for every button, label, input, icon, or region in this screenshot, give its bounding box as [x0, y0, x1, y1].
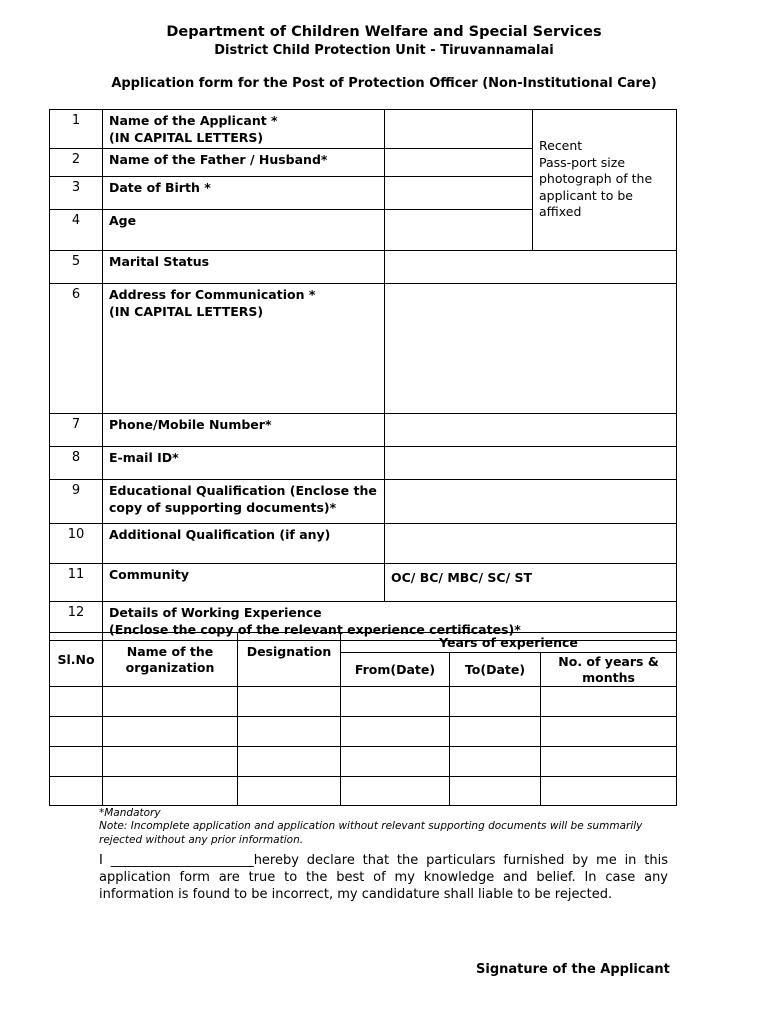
unit-title: District Child Protection Unit - Tiruvannamalai [214, 43, 554, 58]
cell-slno[interactable] [50, 777, 103, 806]
col-header-from-date: From(Date) [341, 653, 450, 687]
field-label-address: Address for Communication * (IN CAPITAL LETTERS) [103, 284, 385, 414]
photo-box [533, 110, 677, 251]
form-row-additional-qualification [50, 524, 677, 564]
row-number: 11 [50, 564, 103, 602]
cell-from-date[interactable] [341, 777, 450, 806]
row-number: 7 [50, 414, 103, 447]
cell-organization[interactable] [103, 717, 238, 747]
form-row-community [50, 564, 677, 602]
photo-box-line2: Pass-port size photograph of the applicant to be affixed [539, 154, 653, 219]
form-row-address [50, 284, 677, 414]
application-form-table [49, 109, 677, 641]
col-header-to-date: To(Date) [450, 653, 541, 687]
field-label-additional-qualification: Additional Qualification (if any) [103, 524, 385, 564]
cell-slno[interactable] [50, 747, 103, 777]
row-number: 4 [50, 210, 103, 251]
signature-label: Signature of the Applicant [476, 962, 670, 977]
community-options[interactable]: OC/ BC/ MBC/ SC/ ST [385, 564, 677, 602]
field-label-age: Age [103, 210, 385, 251]
input-education[interactable] [385, 480, 677, 524]
field-label-experience: Details of Working Experience (Enclose the copy of the relevant experience certificates)* [103, 602, 677, 641]
form-row-email [50, 447, 677, 480]
field-label-marital-status: Marital Status [103, 251, 385, 284]
field-label-dob: Date of Birth * [103, 177, 385, 210]
input-email[interactable] [385, 447, 677, 480]
field-label-phone: Phone/Mobile Number* [103, 414, 385, 447]
field-label-education: Educational Qualification (Enclose the copy of supporting documents)* [103, 480, 385, 524]
input-dob[interactable] [385, 177, 533, 210]
input-applicant-name[interactable] [385, 110, 533, 149]
field-label-applicant-name: Name of the Applicant * (IN CAPITAL LETTERS) [103, 110, 385, 149]
cell-slno[interactable] [50, 717, 103, 747]
cell-slno[interactable] [50, 687, 103, 717]
cell-duration[interactable] [541, 687, 677, 717]
mandatory-note: *Mandatory [99, 807, 161, 819]
row-number: 9 [50, 480, 103, 524]
input-phone[interactable] [385, 414, 677, 447]
row-number: 12 [50, 602, 103, 641]
input-additional-qualification[interactable] [385, 524, 677, 564]
cell-from-date[interactable] [341, 687, 450, 717]
form-row-marital [50, 251, 677, 284]
cell-from-date[interactable] [341, 717, 450, 747]
cell-designation[interactable] [238, 777, 341, 806]
table-row [50, 687, 677, 717]
cell-from-date[interactable] [341, 747, 450, 777]
field-label-community: Community [103, 564, 385, 602]
cell-organization[interactable] [103, 747, 238, 777]
cell-to-date[interactable] [450, 747, 541, 777]
cell-organization[interactable] [103, 687, 238, 717]
input-age[interactable] [385, 210, 533, 251]
input-father-name[interactable] [385, 149, 533, 177]
field-label-email: E-mail ID* [103, 447, 385, 480]
declaration-text: I ______________________hereby declare that the particulars furnished by me in this application form are true to the best of my knowledge and belief. In case any information is found to be incorrect, my candidature shall liable to be rejected. [99, 853, 668, 902]
cell-duration[interactable] [541, 717, 677, 747]
photo-box-line1: Recent [539, 138, 583, 153]
experience-table [49, 632, 677, 806]
form-row-education [50, 480, 677, 524]
cell-designation[interactable] [238, 747, 341, 777]
input-address[interactable] [385, 284, 677, 414]
department-title: Department of Children Welfare and Special Services [166, 24, 602, 40]
col-header-organization: Name of the organization [103, 633, 238, 687]
col-header-duration: No. of years & months [541, 653, 677, 687]
table-row [50, 777, 677, 806]
cell-duration[interactable] [541, 777, 677, 806]
row-number: 8 [50, 447, 103, 480]
row-number: 1 [50, 110, 103, 149]
row-number: 2 [50, 149, 103, 177]
col-header-designation: Designation [238, 633, 341, 687]
form-row-name [50, 110, 677, 149]
table-row [50, 717, 677, 747]
form-title: Application form for the Post of Protection Officer (Non-Institutional Care) [111, 76, 657, 91]
row-number: 5 [50, 251, 103, 284]
form-row-phone [50, 414, 677, 447]
cell-to-date[interactable] [450, 687, 541, 717]
experience-header-row [50, 633, 677, 653]
field-label-father-name: Name of the Father / Husband* [103, 149, 385, 177]
cell-to-date[interactable] [450, 717, 541, 747]
cell-designation[interactable] [238, 717, 341, 747]
cell-designation[interactable] [238, 687, 341, 717]
col-header-years-of-experience: Years of experience [341, 633, 677, 653]
incomplete-application-note: Note: Incomplete application and application without relevant supporting documents will be summarily rejected without any prior information. [99, 820, 643, 846]
row-number: 6 [50, 284, 103, 414]
row-number: 10 [50, 524, 103, 564]
cell-duration[interactable] [541, 747, 677, 777]
table-row [50, 747, 677, 777]
cell-to-date[interactable] [450, 777, 541, 806]
cell-organization[interactable] [103, 777, 238, 806]
row-number: 3 [50, 177, 103, 210]
col-header-slno: Sl.No [50, 633, 103, 687]
input-marital-status[interactable] [385, 251, 677, 284]
